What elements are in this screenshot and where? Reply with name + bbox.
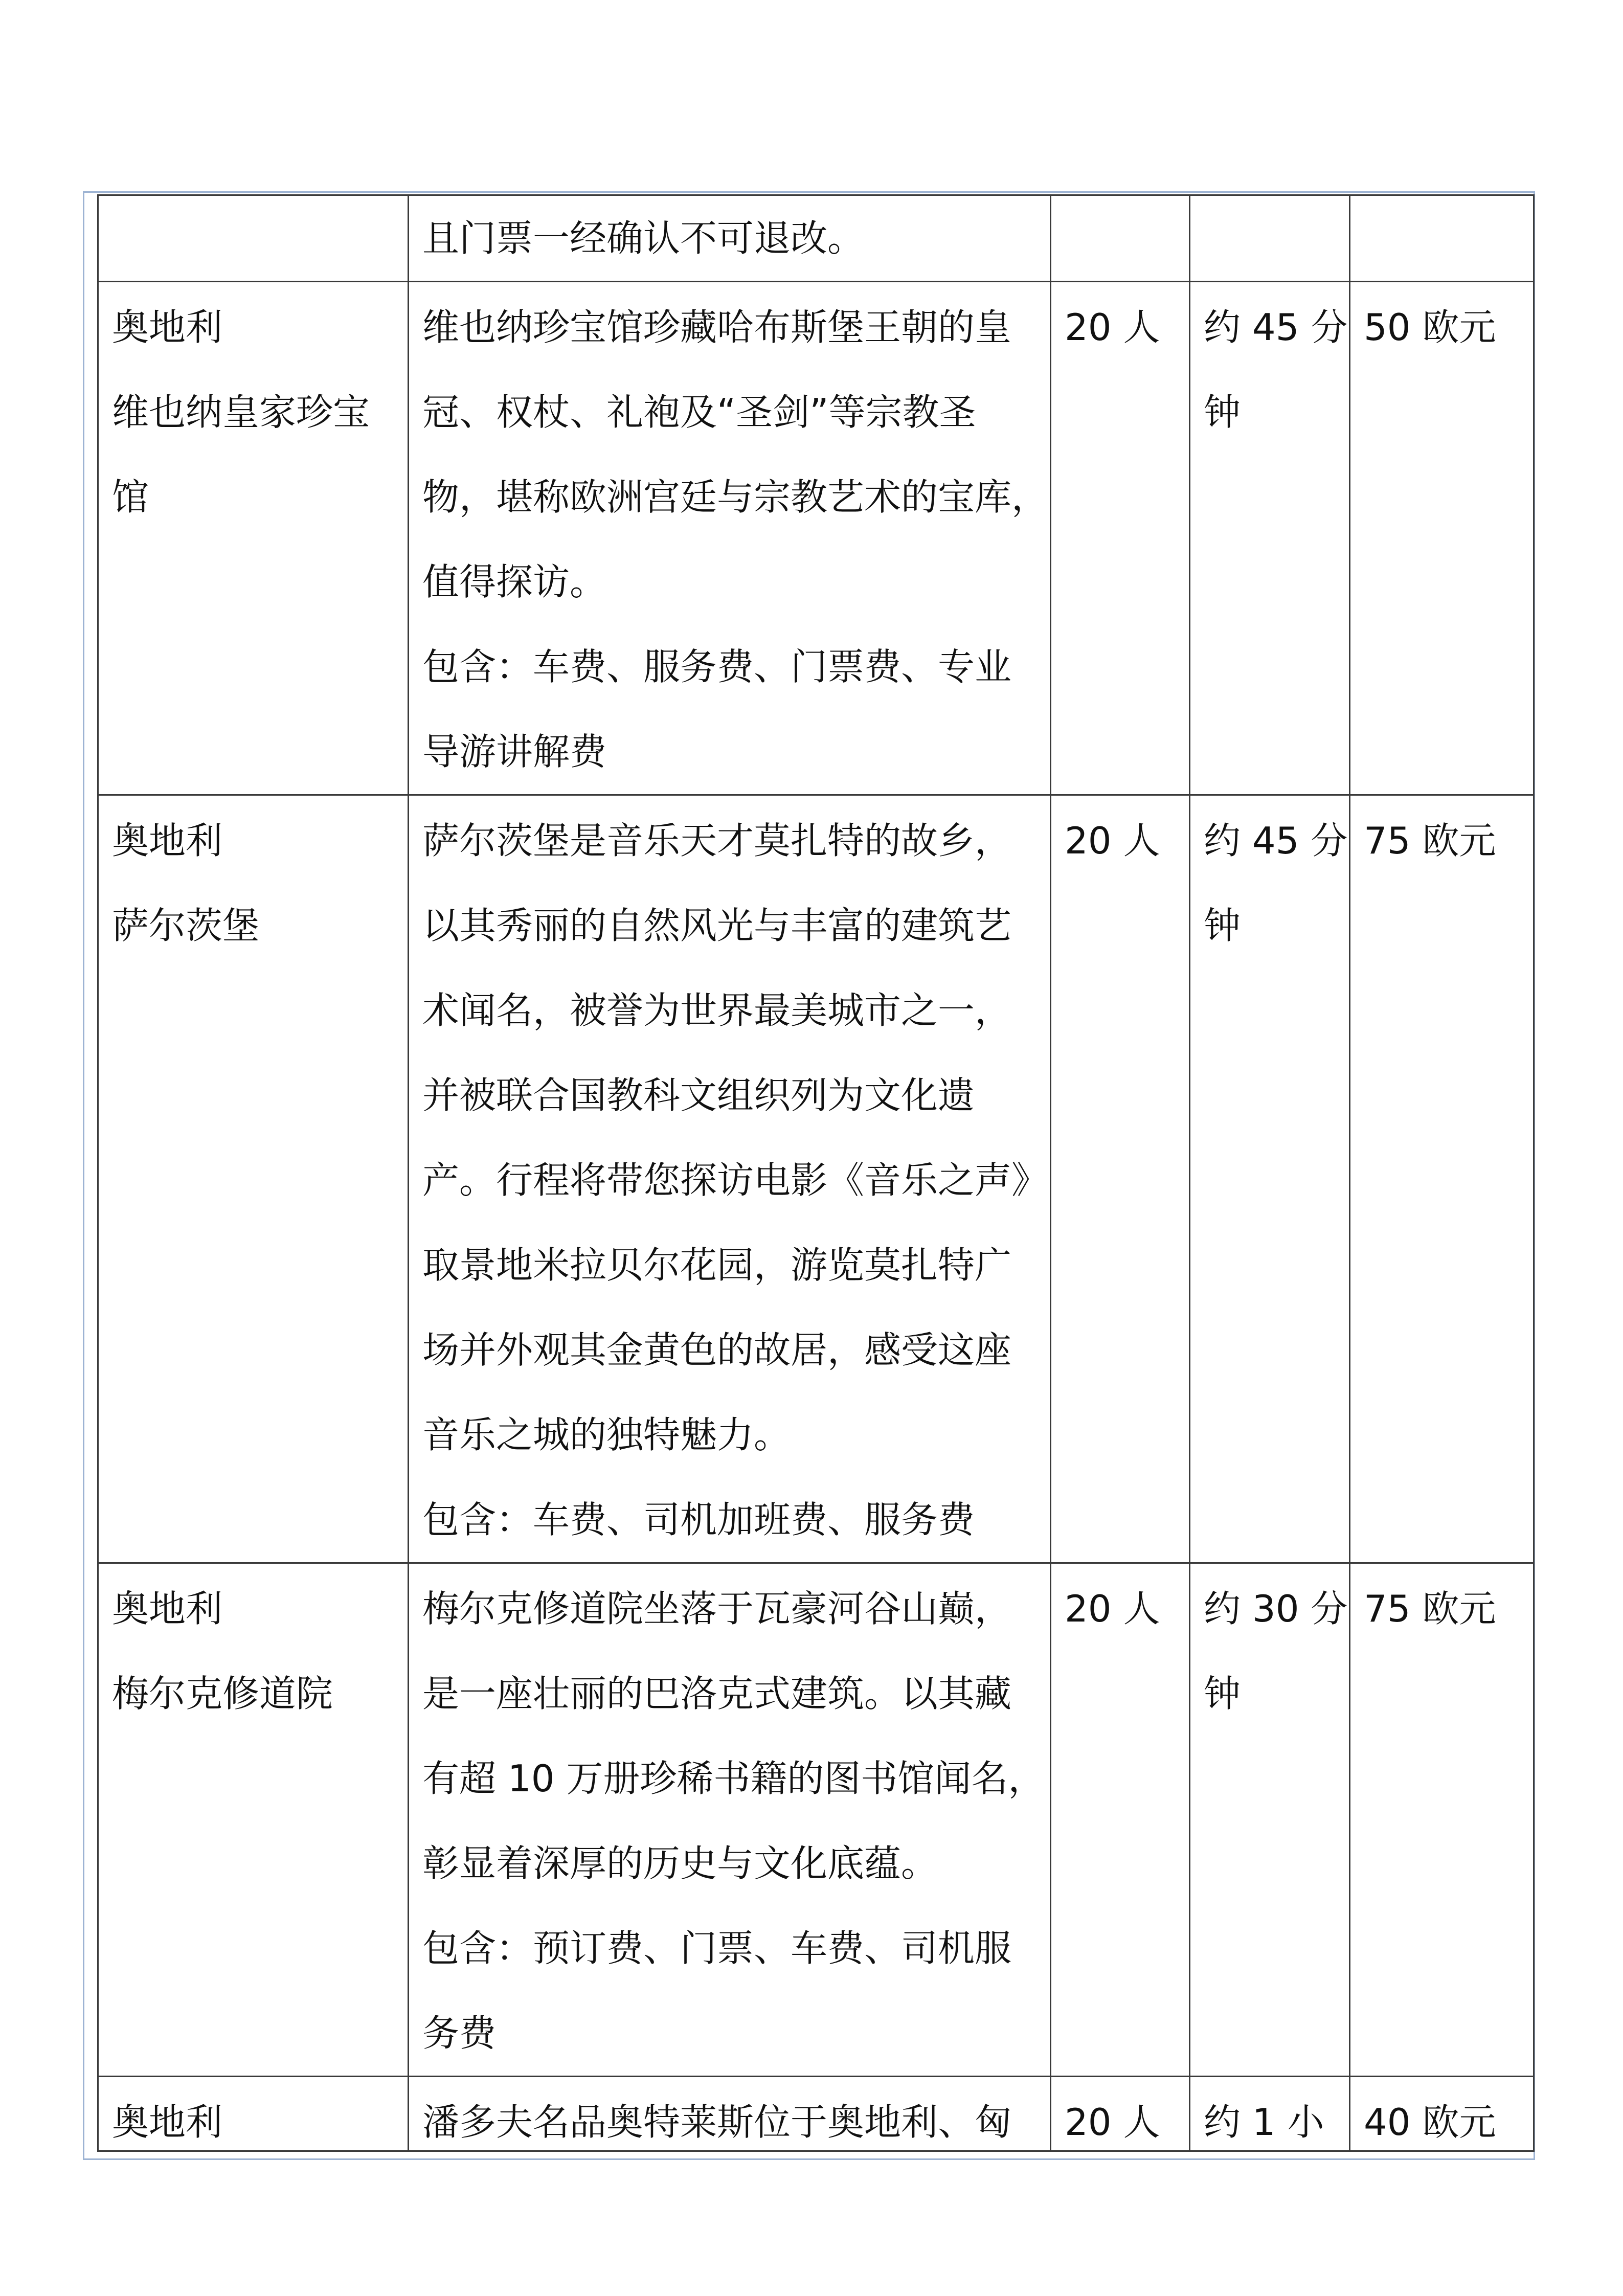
price-cell [1350,795,1534,1563]
group-size-cell [1051,2077,1190,2151]
duration-cell [1190,195,1350,282]
description-line: 以其秀丽的自然风光与丰富的建筑艺 [422,904,1012,947]
itinerary-table [97,194,1535,2152]
location-line: 萨尔茨堡 [112,904,260,947]
duration-line: 约 30 分 [1204,1587,1348,1630]
location-line: 奥地利 [112,306,223,349]
location-cell [98,282,409,795]
price-text: 75 欧元 [1364,819,1496,862]
duration-line: 钟 [1204,1672,1241,1715]
location-line: 维也纳皇家珍宝 [112,391,370,434]
description-line: 彰显着深厚的历史与文化底蕴。 [422,1842,938,1885]
location-line: 梅尔克修道院 [112,1672,333,1715]
duration-line: 钟 [1204,391,1241,434]
itinerary-table-body [98,195,1534,2151]
group-size-cell [1051,1563,1190,2077]
description-line: 冠、权杖、礼袍及“圣剑”等宗教圣 [422,391,976,434]
description-line: 且门票一经确认不可退改。 [422,217,865,260]
description-line: 包含：车费、服务费、门票费、专业 [422,645,1012,688]
description-cell [409,795,1051,1563]
location-cell [98,795,409,1563]
description-line: 有超 10 万册珍稀书籍的图书馆闻名， [422,1757,1045,1800]
table-row [98,1563,1534,2077]
price-cell [1350,2077,1534,2151]
duration-cell [1190,2077,1350,2151]
location-line: 奥地利 [112,1587,223,1630]
description-line: 是一座壮丽的巴洛克式建筑。以其藏 [422,1672,1012,1715]
description-line: 务费 [422,2012,497,2055]
location-line: 馆 [112,476,149,519]
location-cell [98,1563,409,2077]
description-cell [409,195,1051,282]
description-line: 包含：车费、司机加班费、服务费 [422,1498,975,1541]
price-text: 75 欧元 [1364,1587,1496,1630]
table-row [98,795,1534,1563]
description-line: 术闻名，被誉为世界最美城市之一， [422,989,1012,1032]
price-cell [1350,282,1534,795]
duration-cell [1190,282,1350,795]
table-row [98,282,1534,795]
price-cell [1350,1563,1534,2077]
description-cell [409,2077,1051,2151]
price-text: 50 欧元 [1364,306,1496,349]
price-cell [1350,195,1534,282]
location-cell [98,195,409,282]
description-line: 物，堪称欧洲宫廷与宗教艺术的宝库， [422,476,1049,519]
duration-cell [1190,795,1350,1563]
duration-line: 约 1 小 [1204,2101,1324,2144]
group-size-cell [1051,795,1190,1563]
group-size-text: 20 人 [1065,306,1160,349]
duration-line: 钟 [1204,904,1241,947]
description-line: 萨尔茨堡是音乐天才莫扎特的故乡， [422,819,1012,862]
group-size-cell [1051,282,1190,795]
description-line: 维也纳珍宝馆珍藏哈布斯堡王朝的皇 [422,306,1012,349]
description-line: 梅尔克修道院坐落于瓦豪河谷山巅， [422,1587,1012,1630]
location-cell [98,2077,409,2151]
duration-line: 约 45 分 [1204,306,1348,349]
description-cell [409,282,1051,795]
description-line: 潘多夫名品奥特莱斯位于奥地利、匈 [422,2101,1012,2144]
description-line: 并被联合国教科文组织列为文化遗 [422,1074,975,1117]
group-size-text: 20 人 [1065,819,1160,862]
description-line: 音乐之城的独特魅力。 [422,1413,791,1456]
description-line: 值得探访。 [422,560,607,603]
description-line: 包含：预订费、门票、车费、司机服 [422,1927,1012,1970]
description-cell [409,1563,1051,2077]
duration-cell [1190,1563,1350,2077]
group-size-text: 20 人 [1065,1587,1160,1630]
description-line: 导游讲解费 [422,730,607,773]
location-line: 奥地利 [112,2101,223,2144]
group-size-cell [1051,195,1190,282]
price-text: 40 欧元 [1364,2101,1496,2144]
duration-line: 约 45 分 [1204,819,1348,862]
table-row [98,195,1534,282]
description-line: 取景地米拉贝尔花园，游览莫扎特广 [422,1244,1012,1287]
group-size-text: 20 人 [1065,2101,1160,2144]
table-row [98,2077,1534,2151]
description-line: 产。行程将带您探访电影《音乐之声》 [422,1159,1049,1202]
location-line: 奥地利 [112,819,223,862]
description-line: 场并外观其金黄色的故居，感受这座 [422,1329,1012,1371]
